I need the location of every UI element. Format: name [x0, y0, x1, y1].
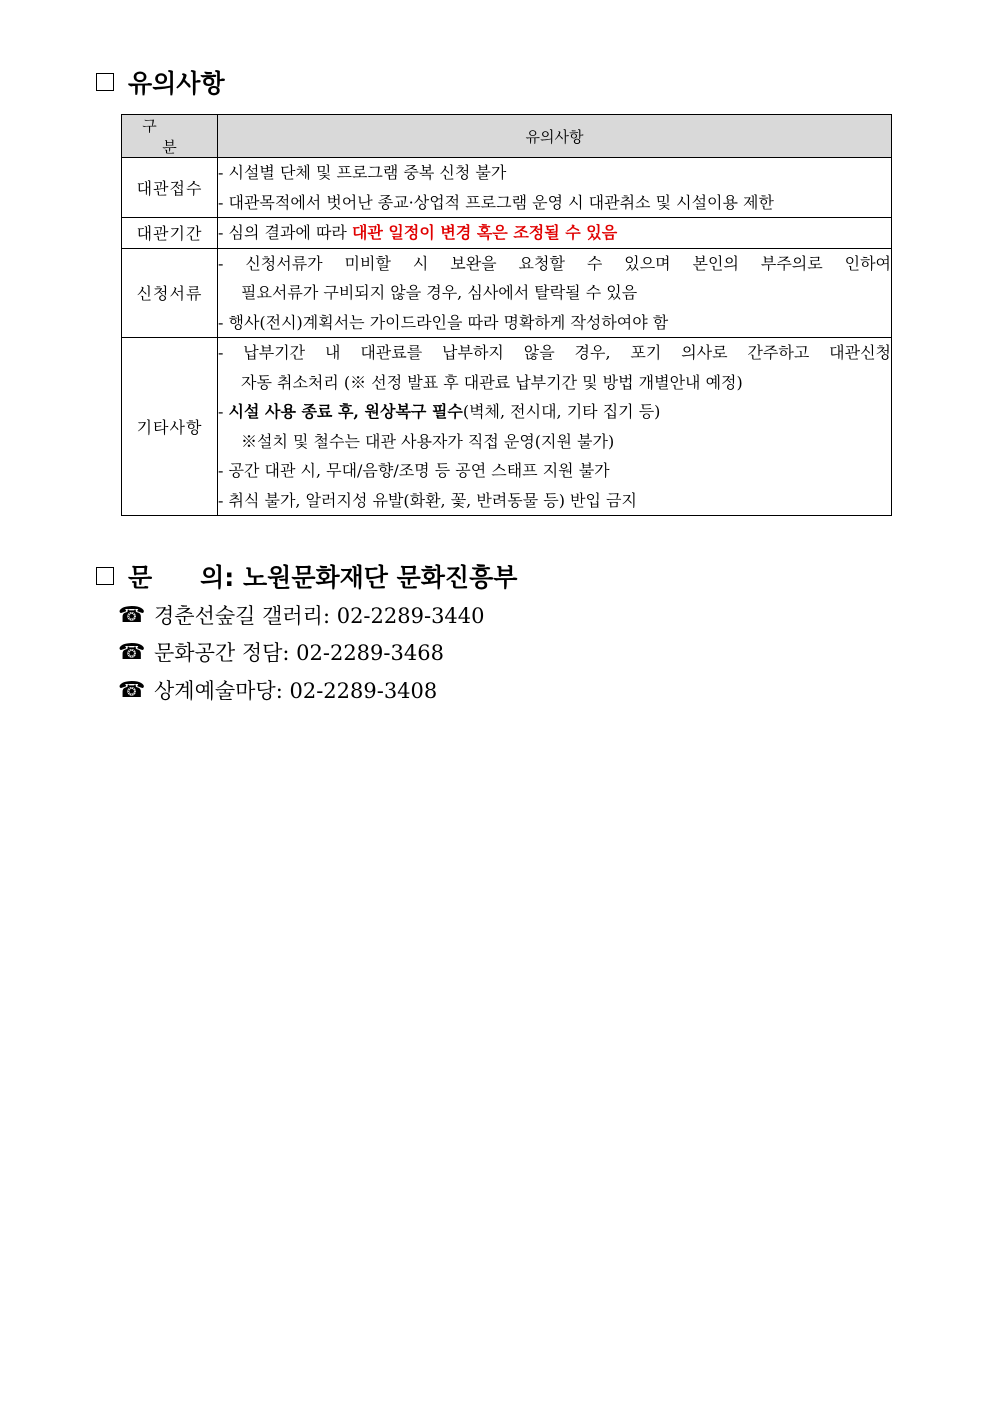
telephone-icon: ☎: [118, 677, 146, 703]
table-header-row: [122, 115, 892, 158]
table-row: [122, 218, 892, 249]
note-line: 자동 취소처리 (※ 선정 발표 후 대관료 납부기간 및 방법 개별안내 예정): [241, 372, 743, 392]
organization-name: 노원문화재단 문화진흥부: [243, 563, 518, 592]
checkbox-square-icon: [96, 567, 114, 585]
note-line: - 신청서류가 미비할 시 보완을 요청할 수 있으며 본인의 부주의로 인하여: [218, 253, 891, 273]
row-category: 대관기간: [122, 218, 218, 249]
telephone-icon: ☎: [118, 639, 146, 665]
checkbox-square-icon: [96, 73, 114, 91]
inquiry-section-title: 문 의: 노원문화재단 문화진흥부: [96, 558, 517, 594]
notes-table: [121, 114, 892, 516]
note-line: 필요서류가 구비되지 않을 경우, 심사에서 탈락될 수 있음: [241, 283, 638, 302]
note-line: - 납부기간 내 대관료를 납부하지 않을 경우, 포기 의사로 간주하고 대관신청: [218, 343, 891, 362]
table-row: [122, 248, 892, 338]
contact-text: 문화공간 정담: 02-2289-3468: [154, 641, 444, 665]
table-row: [122, 158, 892, 218]
note-line: - 대관목적에서 벗어난 종교·상업적 프로그램 운영 시 대관취소 및 시설이용 제한: [218, 192, 774, 212]
note-line: - 심의 결과에 따라 대관 일정이 변경 혹은 조정될 수 있음: [218, 223, 618, 242]
note-line: - 취식 불가, 알러지성 유발(화환, 꽃, 반려동물 등) 반입 금지: [218, 490, 637, 510]
contact-item: [118, 675, 437, 705]
contact-text: 상계예술마당: 02-2289-3408: [154, 679, 438, 703]
contact-item: [118, 600, 485, 630]
notes-section-title: [96, 64, 225, 100]
note-line: - 행사(전시)계획서는 가이드라인을 따라 명확하게 작성하여야 함: [218, 312, 669, 332]
row-category: 대관접수: [122, 158, 218, 218]
telephone-icon: ☎: [118, 602, 146, 628]
highlight-text: 대관 일정이 변경 혹은 조정될 수 있음: [351, 223, 618, 242]
row-category: 기타사항: [122, 338, 218, 516]
contact-item: [118, 637, 444, 667]
note-line: ※설치 및 철수는 대관 사용자가 직접 운영(지원 불가): [241, 431, 615, 451]
note-line: - 공간 대관 시, 무대/음향/조명 등 공연 스태프 지원 불가: [218, 461, 610, 480]
table-row: [122, 338, 892, 516]
bold-text: 시설 사용 종료 후, 원상복구 필수: [228, 402, 463, 421]
row-category: 신청서류: [122, 248, 218, 338]
notes-title-text: 유의사항: [128, 69, 225, 98]
header-category: 구분: [122, 115, 218, 158]
note-line: - 시설별 단체 및 프로그램 중복 신청 불가: [218, 163, 507, 182]
header-notes: 유의사항: [218, 115, 892, 158]
contact-text: 경춘선숲길 갤러리: 02-2289-3440: [154, 604, 485, 628]
note-line: - 시설 사용 종료 후, 원상복구 필수(벽체, 전시대, 기타 집기 등): [218, 402, 661, 421]
